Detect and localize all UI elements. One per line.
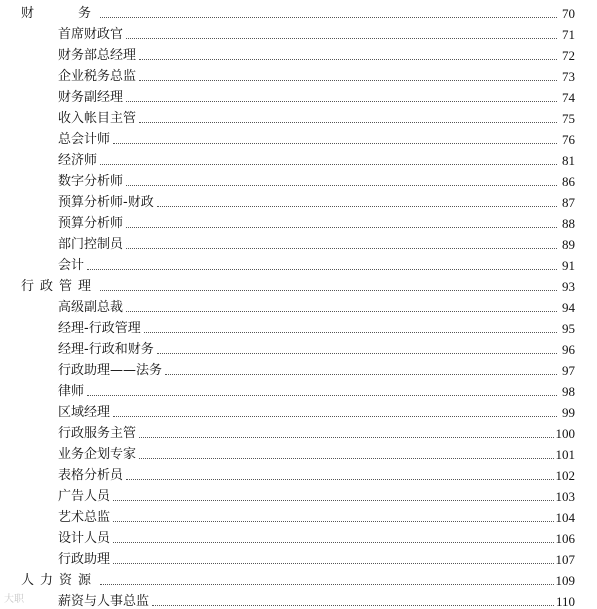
- toc-entry[interactable]: [0, 105, 597, 126]
- entry-title: 财务副经理: [58, 89, 124, 105]
- section-title: 人力资源: [21, 572, 98, 588]
- entry-title: 艺术总监: [58, 509, 111, 525]
- dot-leader: [100, 164, 557, 165]
- toc-entry[interactable]: [0, 84, 597, 105]
- entry-title: 行政助理: [58, 551, 111, 567]
- page-number: 93: [562, 278, 575, 294]
- toc-entry[interactable]: [0, 21, 597, 42]
- dot-leader: [152, 605, 554, 606]
- dot-leader: [100, 17, 557, 18]
- dot-leader: [139, 437, 553, 438]
- dot-leader: [139, 458, 553, 459]
- dot-leader: [113, 416, 557, 417]
- dot-leader: [126, 248, 557, 249]
- dot-leader: [126, 479, 553, 480]
- dot-leader: [139, 122, 557, 123]
- entry-title: 设计人员: [58, 530, 111, 546]
- toc-entry[interactable]: [0, 231, 597, 252]
- toc-entry[interactable]: [0, 168, 597, 189]
- dot-leader: [113, 563, 553, 564]
- page-number: 87: [562, 194, 575, 210]
- toc-entry[interactable]: [0, 441, 597, 462]
- entry-title: 行政服务主管: [58, 425, 137, 441]
- toc-entry[interactable]: [0, 399, 597, 420]
- entry-title: 预算分析师: [58, 215, 124, 231]
- dot-leader: [126, 227, 557, 228]
- dot-leader: [126, 311, 557, 312]
- dot-leader: [113, 500, 553, 501]
- entry-title: 行政助理——法务: [58, 362, 163, 378]
- dot-leader: [144, 332, 557, 333]
- toc-entry[interactable]: [0, 462, 597, 483]
- page-number: 75: [562, 110, 575, 126]
- toc-entry[interactable]: [0, 525, 597, 546]
- toc-entry[interactable]: [0, 42, 597, 63]
- entry-title: 预算分析师-财政: [58, 194, 154, 210]
- dot-leader: [87, 395, 557, 396]
- page-number: 74: [562, 89, 575, 105]
- page-number: 88: [562, 215, 575, 231]
- dot-leader: [100, 584, 553, 585]
- entry-title: 业务企划专家: [58, 446, 137, 462]
- entry-title: 首席财政官: [58, 26, 124, 42]
- page-number: 109: [555, 572, 575, 588]
- toc-section-administration[interactable]: [0, 273, 597, 294]
- toc-section-finance[interactable]: [0, 0, 597, 21]
- page-number: 102: [555, 467, 575, 483]
- entry-title: 总会计师: [58, 131, 111, 147]
- toc-entry[interactable]: [0, 546, 597, 567]
- entry-title: 经济师: [58, 152, 98, 168]
- dot-leader: [139, 80, 557, 81]
- entry-title: 部门控制员: [58, 236, 124, 252]
- page-number: 97: [562, 362, 575, 378]
- page-number: 104: [555, 509, 575, 525]
- page-number: 94: [562, 299, 575, 315]
- entry-title: 表格分析员: [58, 467, 124, 483]
- page-number: 103: [555, 488, 575, 504]
- section-title: 行政管理: [21, 278, 98, 294]
- page-number: 101: [555, 446, 575, 462]
- page-number: 107: [555, 551, 575, 567]
- toc-entry[interactable]: [0, 420, 597, 441]
- toc-entry[interactable]: [0, 504, 597, 525]
- dot-leader: [113, 521, 553, 522]
- toc-entry[interactable]: [0, 63, 597, 84]
- entry-title: 经理-行政和财务: [58, 341, 154, 357]
- entry-title: 律师: [58, 383, 85, 399]
- page-number: 73: [562, 68, 575, 84]
- entry-title: 广告人员: [58, 488, 111, 504]
- entry-title: 区域经理: [58, 404, 111, 420]
- entry-title: 财务部总经理: [58, 47, 137, 63]
- toc-entry[interactable]: [0, 294, 597, 315]
- page-number: 96: [562, 341, 575, 357]
- toc-entry[interactable]: [0, 588, 597, 609]
- dot-leader: [113, 542, 553, 543]
- dot-leader: [126, 185, 557, 186]
- page-number: 72: [562, 47, 575, 63]
- entry-title: 收入帐目主管: [58, 110, 137, 126]
- toc-entry[interactable]: [0, 336, 597, 357]
- dot-leader: [126, 38, 557, 39]
- page-number: 86: [562, 173, 575, 189]
- toc-entry[interactable]: [0, 252, 597, 273]
- entry-title: 薪资与人事总监: [58, 593, 150, 609]
- dot-leader: [139, 59, 557, 60]
- dot-leader: [126, 101, 557, 102]
- toc-entry[interactable]: [0, 210, 597, 231]
- section-title: 财 务: [21, 5, 98, 21]
- watermark: 大职: [4, 594, 24, 605]
- page-number: 70: [562, 5, 575, 21]
- toc-entry[interactable]: [0, 189, 597, 210]
- toc-entry[interactable]: [0, 315, 597, 336]
- dot-leader: [157, 353, 557, 354]
- page-number: 98: [562, 383, 575, 399]
- toc-section-human-resources[interactable]: [0, 567, 597, 588]
- page-number: 71: [562, 26, 575, 42]
- entry-title: 企业税务总监: [58, 68, 137, 84]
- page-number: 110: [555, 593, 575, 609]
- page-number: 106: [555, 530, 575, 546]
- entry-title: 数字分析师: [58, 173, 124, 189]
- toc-entry[interactable]: [0, 483, 597, 504]
- dot-leader: [157, 206, 557, 207]
- page-number: 100: [555, 425, 575, 441]
- page-number: 91: [562, 257, 575, 273]
- page-number: 99: [562, 404, 575, 420]
- toc-entry[interactable]: [0, 126, 597, 147]
- dot-leader: [100, 290, 557, 291]
- toc-entry[interactable]: [0, 357, 597, 378]
- page-number: 89: [562, 236, 575, 252]
- dot-leader: [87, 269, 557, 270]
- dot-leader: [165, 374, 557, 375]
- entry-title: 会计: [58, 257, 85, 273]
- toc-entry[interactable]: [0, 147, 597, 168]
- dot-leader: [113, 143, 557, 144]
- entry-title: 高级副总裁: [58, 299, 124, 315]
- page-number: 76: [562, 131, 575, 147]
- entry-title: 经理-行政管理: [58, 320, 141, 336]
- page-number: 95: [562, 320, 575, 336]
- toc-entry[interactable]: [0, 378, 597, 399]
- page-number: 81: [562, 152, 575, 168]
